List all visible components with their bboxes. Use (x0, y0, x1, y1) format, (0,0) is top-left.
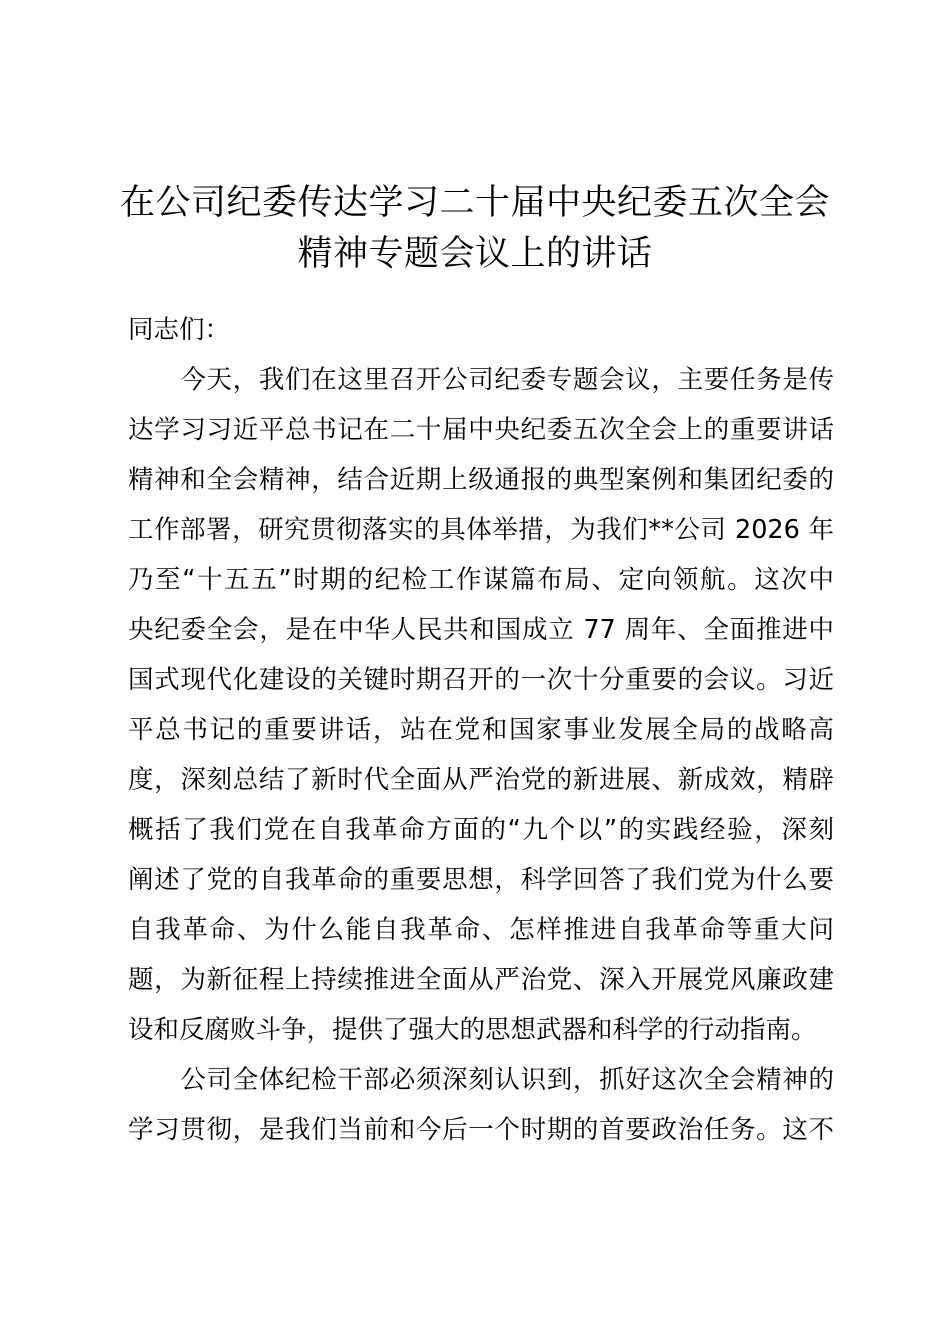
text-line: 达学习习近平总书记在二十届中央纪委五次全会上的重要讲话 (128, 415, 834, 445)
title-line-2: 精神专题会议上的讲话 (297, 234, 653, 274)
text-line: 央纪委全会，是在中华人民共和国成立 77 周年、全面推进中 (128, 615, 834, 645)
paragraph-1 (128, 355, 834, 1055)
text-line: 概括了我们党在自我革命方面的“九个以”的实践经验，深刻 (128, 815, 834, 845)
text-line: 度，深刻总结了新时代全面从严治党的新进展、新成效，精辟 (128, 765, 834, 795)
salutation-text: 同志们： (128, 315, 231, 345)
paragraph-2 (128, 1055, 834, 1155)
text-line: 国式现代化建设的关键时期召开的一次十分重要的会议。习近 (128, 665, 834, 695)
text-line: 工作部署，研究贯彻落实的具体举措，为我们**公司 2026 年 (128, 515, 834, 545)
text-line: 平总书记的重要讲话，站在党和国家事业发展全局的战略高 (128, 715, 834, 745)
text-line: 题，为新征程上持续推进全面从严治党、深入开展党风廉政建 (128, 965, 834, 995)
salutation (128, 305, 834, 355)
text-line: 乃至“十五五”时期的纪检工作谋篇布局、定向领航。这次中 (128, 565, 834, 595)
document-body (128, 305, 834, 1155)
text-line: 精神和全会精神，结合近期上级通报的典型案例和集团纪委的 (128, 465, 834, 495)
document-title (100, 178, 850, 280)
text-line: 今天，我们在这里召开公司纪委专题会议，主要任务是传 (128, 365, 834, 395)
text-line: 自我革命、为什么能自我革命、怎样推进自我革命等重大问 (128, 915, 834, 945)
text-line: 学习贯彻，是我们当前和今后一个时期的首要政治任务。这不 (128, 1115, 834, 1145)
title-line-1: 在公司纪委传达学习二十届中央纪委五次全会 (119, 183, 830, 223)
text-line: 设和反腐败斗争，提供了强大的思想武器和科学的行动指南。 (128, 1015, 817, 1045)
text-line: 阐述了党的自我革命的重要思想，科学回答了我们党为什么要 (128, 865, 834, 895)
text-line: 公司全体纪检干部必须深刻认识到，抓好这次全会精神的 (128, 1065, 834, 1095)
